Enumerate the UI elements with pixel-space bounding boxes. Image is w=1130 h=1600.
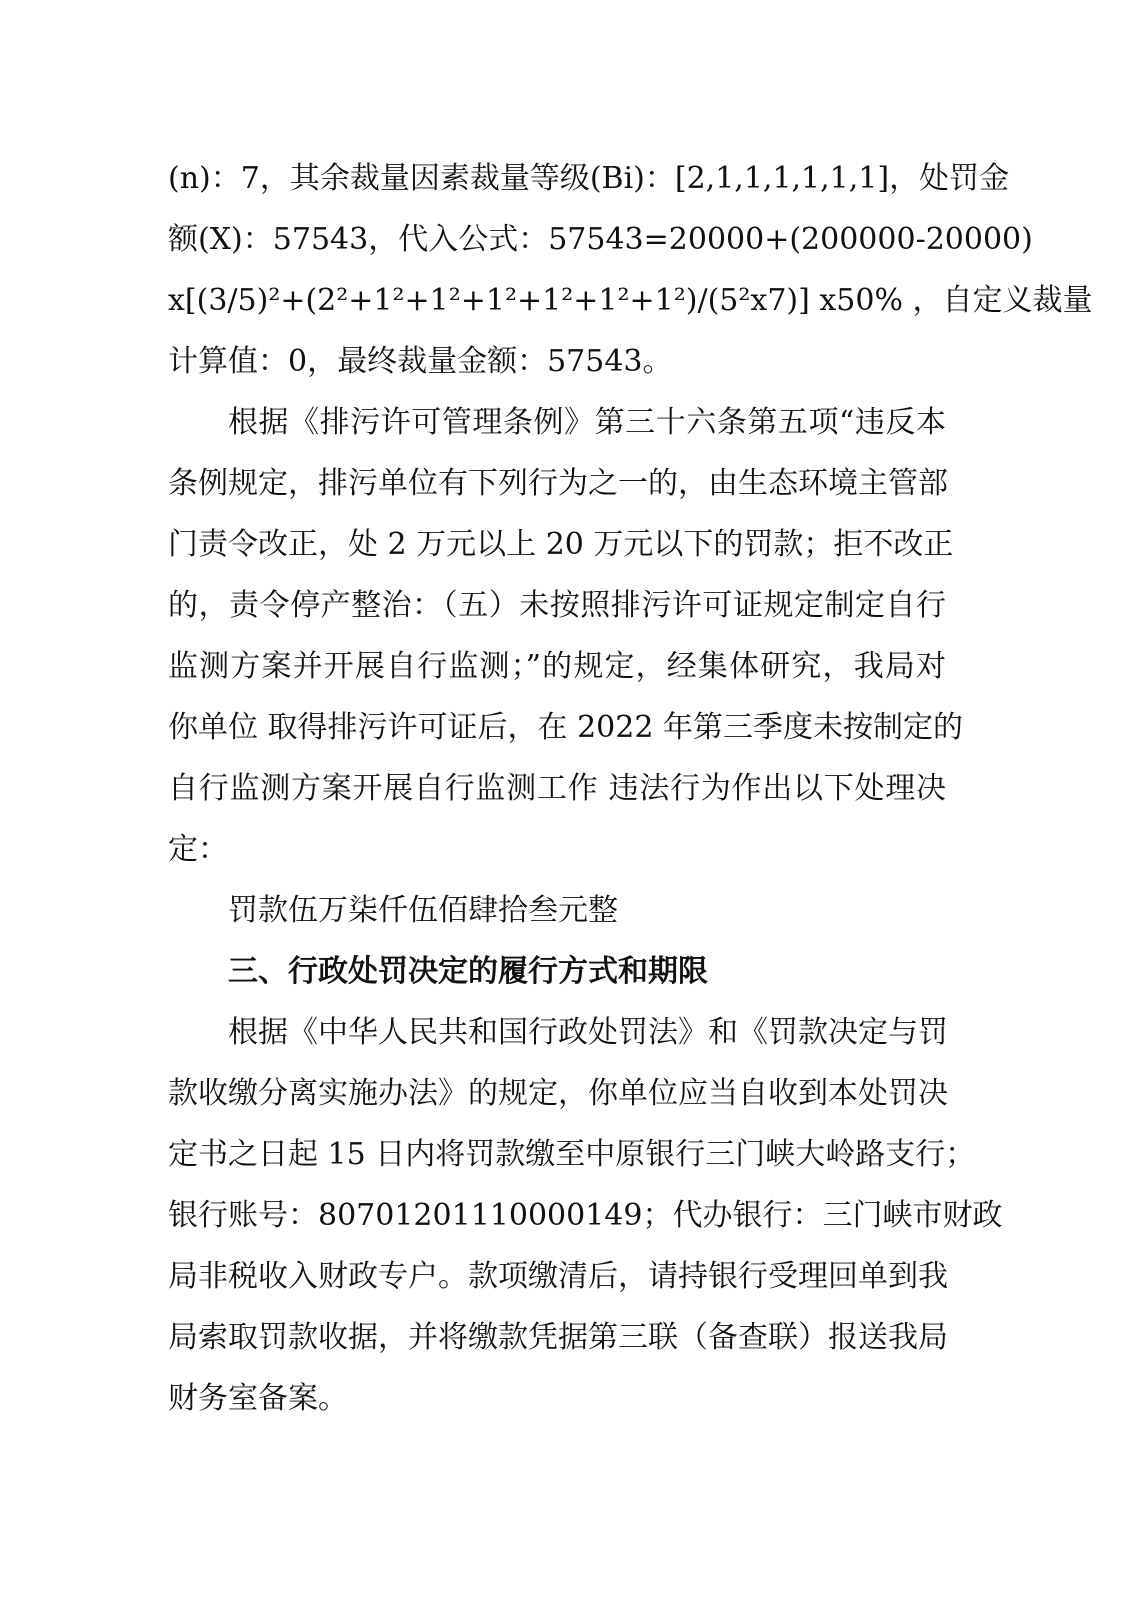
section-heading	[168, 941, 946, 1002]
text-line: 的，责令停产整治：（五）未按照排污许可证规定制定自行	[168, 588, 946, 623]
text-line: 局索取罚款收据，并将缴款凭据第三联（备查联）报送我局	[168, 1320, 948, 1355]
text-line: 款收缴分离实施办法》的规定，你单位应当自收到本处罚决	[168, 1076, 948, 1111]
text-line: 计算值：0，最终裁量金额：57543。	[168, 344, 673, 379]
text-line: 定书之日起 15 日内将罚款缴至中原银行三门峡大岭路支行；	[168, 1137, 976, 1172]
text-line: 条例规定，排污单位有下列行为之一的，由生态环境主管部	[168, 466, 948, 501]
text-line: 监测方案并开展自行监测；”的规定，经集体研究，我局对	[168, 649, 946, 684]
text-line: (n)：7，其余裁量因素裁量等级(Bi)：[2,1,1,1,1,1,1]，处罚金	[168, 161, 1010, 196]
paragraph-payment	[168, 1002, 1003, 1429]
text-line: 财务室备案。	[168, 1381, 348, 1416]
text-line: 根据《中华人民共和国行政处罚法》和《罚款决定与罚	[228, 1015, 948, 1050]
paragraph-legal-basis	[168, 392, 963, 880]
text-line: 定：	[168, 832, 228, 867]
text-line: 你单位 取得排污许可证后，在 2022 年第三季度未按制定的	[168, 710, 963, 745]
document-body	[168, 148, 1093, 1429]
text-line: 罚款伍万柒仟伍佰肆拾叁元整	[228, 893, 618, 928]
paragraph-calculation	[168, 148, 1093, 392]
paragraph-penalty-amount	[168, 880, 946, 941]
section-heading-text: 三、行政处罚决定的履行方式和期限	[228, 954, 708, 989]
text-line: x[(3/5)²+(2²+1²+1²+1²+1²+1²+1²)/(5²x7)] x50% ，自定义裁量	[168, 283, 1093, 318]
text-line: 银行账号：80701201110000149；代办银行：三门峡市财政	[168, 1198, 1003, 1233]
text-line: 自行监测方案开展自行监测工作 违法行为作出以下处理决	[168, 771, 946, 806]
text-line: 局非税收入财政专户。款项缴清后，请持银行受理回单到我	[168, 1259, 948, 1294]
text-line: 额(X)：57543，代入公式：57543=20000+(200000-20000)	[168, 222, 1033, 257]
text-line: 根据《排污许可管理条例》第三十六条第五项“违反本	[228, 405, 946, 440]
text-line: 门责令改正，处 2 万元以上 20 万元以下的罚款；拒不改正	[168, 527, 954, 562]
